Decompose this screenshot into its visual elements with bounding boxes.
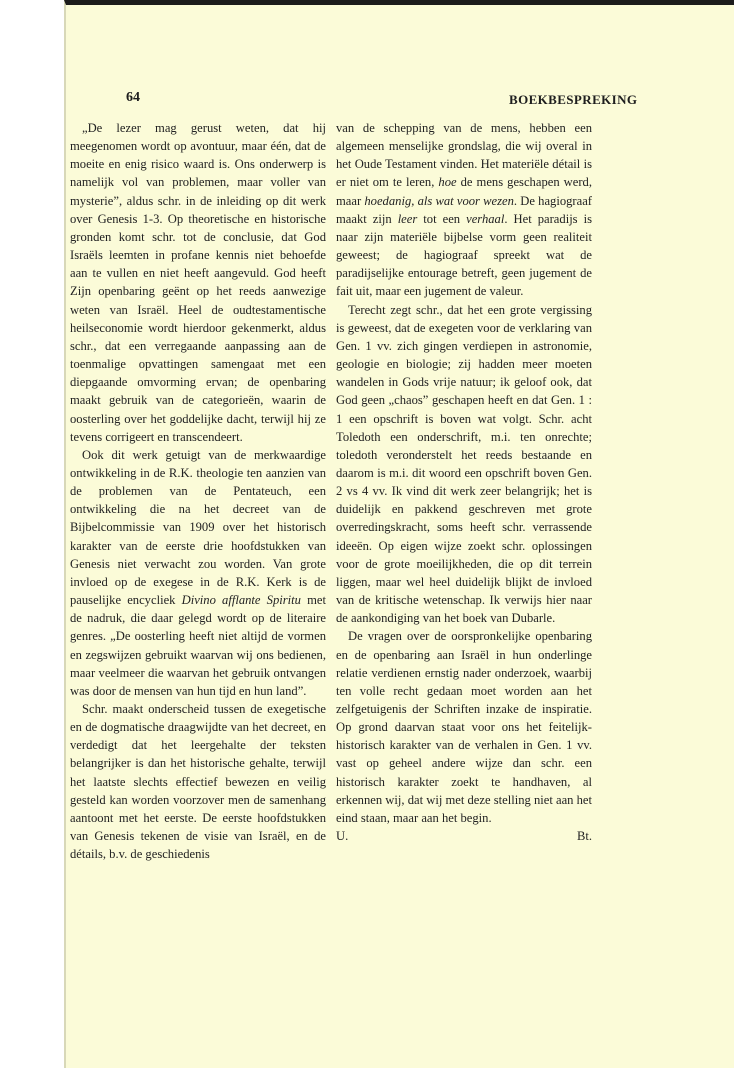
paragraph-1	[70, 119, 326, 446]
page-header	[66, 90, 736, 110]
paragraph-4	[336, 301, 592, 628]
text-span: met de nadruk, die daar gelegd wordt op de literaire genres. „De oosterling heeft niet altijd de vormen en zegswijzen gebruikt waarvan wij ons bedienen, maar veelmeer die waarvan het gebruik ontvangen was door de mensen van hun tijd en hun land”.	[70, 593, 326, 698]
text-span: Ook dit werk getuigt van de merkwaardige ontwikkeling in de R.K. theologie ten aanzien van de problemen van de Pentateuch, een ontwikkeling die na het decreet van de Bijbelcommissie van 1909 over het historisch karakter van de eerste drie hoofdstukken van Genesis niet verwacht zou worden. Van grote invloed op de exegese in de R.K. Kerk is de pauselijke encycliek	[70, 447, 326, 608]
running-title: BOEKBESPREKING	[509, 92, 638, 107]
text-span: . Het paradijs is naar zijn materiële bijbelse vorm geen realiteit geweest; de hagiograaf spreekt wat de paradijselijke entourage betreft, geen jugement de fait uit, maar een jugement de valeur.	[336, 211, 593, 299]
emphasis: verhaal	[466, 211, 505, 226]
paragraph-5	[336, 627, 592, 827]
text-span: Schr. maakt onderscheid tussen de exegetische en de dogmatische draagwijdte van het decreet, en verdedigt dat het leergehalte der teksten belangrijker is dan het historische gehalte, terwijl het laatste slechts effectief bewezen en veilig gesteld kan worden voorzover men de samenhang aantoont met het eerste. De eerste hoofdstukken van Genesis tekenen de visie van Israël, en de détails, b.v. de geschiedenis	[70, 702, 326, 862]
paragraph-2	[70, 446, 326, 700]
text-span: „De lezer mag gerust weten, dat hij meegenomen wordt op avontuur, maar één, dat de moeite en enig risico waard is. Ons onderwerp is namelijk vol van problemen, maar voller van mysterie”, aldus schr. in de inleiding op dit werk over Genesis 1-3. Op theoretische en historische gronden komt schr. tot de conclusie, dat God Israëls leemten in profane kennis niet behoefde aan te vullen en niet heeft aangevuld. God heeft Zijn openbaring geënt op het reeds aanwezige weten van Israël. Heel de oudtestamentische heilseconomie wordt hierdoor gekenmerkt, aldus schr., dat een verregaande aanpassing aan de toenmalige opvattingen samengaat met een diepgaande omvorming ervan; de openbaring maakt gebruik van de categorieën, waarin de oosterling over het goddelijke dacht, terwijl hij ze tevens corrigeert en transcendeert.	[70, 121, 326, 444]
emphasis: leer	[397, 211, 418, 226]
emphasis: hoedanig, als wat voor wezen	[364, 193, 514, 208]
page-number: 64	[126, 90, 140, 105]
left-column	[70, 119, 326, 863]
signature-initials: Bt.	[576, 829, 592, 844]
text-span: . De hagiograaf maakt zijn	[336, 193, 592, 226]
right-column	[336, 119, 592, 845]
text-span: Terecht zegt schr., dat het een grote vergissing is geweest, dat de exegeten voor de verklaring van Gen. 1 vv. zich gingen verdiepen in astronomie, geologie en biologie; zij hadden meer moeten wandelen in Gods vrije natuur; ik geloof ook, dat God geen „chaos” geschapen heeft en dat Gen. 1 : 1 een opschrift is boven wat volgt. Schr. acht Toledoth een onderschrift, m.i. ten onrechte; toledoth veronderstelt het reeds bestaande en daarom is m.i. dit woord een opschrift boven Gen. 2 vs 4 vv. Ik vind dit werk zeer belangrijk; het is duidelijk en pakkend geschreven met grote overredingskracht, soms heeft schr. verrassende ideeën. Op eigen wijze zoekt schr. oplossingen voor de grote moeilijkheden, die op dit terrein liggen, maar wel heel duidelijk blijkt de invloed van de kritische wetenschap. Ik verwijs hier naar de aankondiging van het boek van Dubarle.	[336, 302, 592, 626]
text-span: tot een	[417, 211, 467, 226]
emphasis: hoe	[438, 175, 457, 190]
signature-place: U.	[336, 829, 349, 844]
text-span: van de schepping van de mens, hebben een algemeen menselijke grondslag, die wij overal in het Oude Testament vinden. Het materiële détail is er niet om te leren,	[336, 121, 592, 190]
paragraph-3	[70, 700, 326, 863]
text-span: de mens geschapen werd, maar	[336, 175, 592, 208]
paragraph-continued	[336, 119, 592, 301]
encyclical-title: Divino afflante Spiritu	[181, 593, 301, 608]
signature	[336, 827, 592, 845]
text-span: De vragen over de oorspronkelijke openbaring en de openbaring aan Israël in hun onderlinge relatie verdienen ernstig nader onderzoek, waarbij ten volle recht gedaan moet worden aan het zelfgetuigenis der Schriften inzake de inspiratie. Op grond daarvan staat voor ons het feitelijk-historisch karakter van de verhalen in Gen. 1 vv. vast op geheel andere wijze dan schr. een historisch karakter zoekt te handhaven, al erkennen wij, dat wij met deze stelling niet aan het eind staan, maar aan het begin.	[336, 629, 592, 825]
